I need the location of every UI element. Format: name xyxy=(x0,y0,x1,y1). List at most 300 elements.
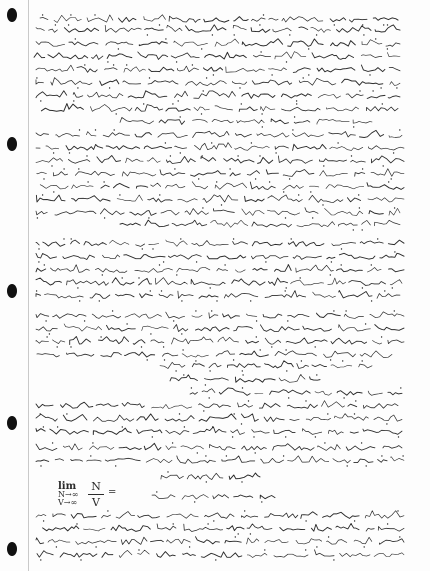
handwritten-word xyxy=(326,107,358,111)
handwritten-word xyxy=(283,185,304,189)
handwritten-word xyxy=(73,92,83,97)
diacritic-dot xyxy=(57,346,58,347)
diacritic-dot xyxy=(176,274,177,275)
diacritic-dot xyxy=(394,310,395,311)
diacritic-dot xyxy=(233,238,234,239)
handwritten-word xyxy=(215,106,233,110)
diacritic-dot xyxy=(49,333,50,334)
handwritten-word xyxy=(339,223,358,226)
handwritten-word xyxy=(227,526,244,531)
handwritten-word xyxy=(102,552,113,557)
handwritten-word xyxy=(378,460,388,463)
diacritic-dot xyxy=(202,207,203,208)
handwritten-word xyxy=(93,415,133,421)
handwritten-word xyxy=(269,18,278,20)
handwritten-word xyxy=(386,43,400,47)
diacritic-dot xyxy=(396,87,397,88)
diacritic-dot xyxy=(359,90,360,91)
diacritic-dot xyxy=(37,217,38,218)
diacritic-dot xyxy=(359,207,360,208)
diacritic-dot xyxy=(112,310,113,311)
diacritic-dot xyxy=(40,413,41,414)
diacritic-dot xyxy=(57,426,58,427)
handwritten-word xyxy=(151,540,164,541)
diacritic-dot xyxy=(234,413,235,414)
handwritten-word xyxy=(274,430,295,433)
diacritic-dot xyxy=(283,191,284,192)
handwritten-word xyxy=(259,403,280,408)
handwritten-word xyxy=(181,446,204,449)
diacritic-dot xyxy=(63,238,64,239)
handwritten-word xyxy=(137,430,162,434)
handwritten-word xyxy=(40,18,48,20)
handwritten-word xyxy=(119,550,132,557)
handwritten-word xyxy=(166,312,185,318)
handwritten-word xyxy=(267,210,299,215)
handwritten-word xyxy=(230,173,240,176)
handwritten-word xyxy=(261,107,275,111)
handwritten-word xyxy=(167,25,182,31)
handwritten-word xyxy=(209,363,221,368)
handwritten-word xyxy=(100,80,119,86)
handwritten-word xyxy=(84,242,106,246)
handwritten-word xyxy=(253,268,267,270)
handwritten-word xyxy=(36,460,49,462)
handwritten-word xyxy=(240,351,268,357)
diacritic-dot xyxy=(194,501,195,502)
diacritic-dot xyxy=(361,442,362,443)
diacritic-dot xyxy=(341,248,342,249)
handwritten-word xyxy=(50,265,89,273)
handwritten-word xyxy=(217,269,228,271)
diacritic-dot xyxy=(122,426,123,427)
handwritten-word xyxy=(247,553,267,557)
limit-subscript-top: N→∞ xyxy=(58,490,79,499)
handwritten-word xyxy=(265,540,288,543)
diacritic-dot xyxy=(342,360,343,361)
diacritic-dot xyxy=(150,333,151,334)
diacritic-dot xyxy=(211,310,212,311)
diacritic-dot xyxy=(181,333,182,334)
handwritten-word xyxy=(100,209,124,215)
diacritic-dot xyxy=(305,400,306,401)
diacritic-dot xyxy=(148,217,149,218)
diacritic-dot xyxy=(255,178,256,179)
handwritten-word xyxy=(238,403,253,407)
handwritten-word xyxy=(237,120,265,124)
diacritic-dot xyxy=(337,142,338,143)
diacritic-dot xyxy=(253,436,254,437)
handwritten-word xyxy=(299,27,308,30)
handwritten-word xyxy=(333,459,351,463)
handwritten-word xyxy=(53,314,86,318)
diacritic-dot xyxy=(205,455,206,456)
handwritten-word xyxy=(370,312,404,318)
diacritic-dot xyxy=(209,397,210,398)
diacritic-dot xyxy=(241,481,242,482)
handwritten-word xyxy=(375,220,400,226)
handwritten-word xyxy=(187,473,223,479)
handwritten-word xyxy=(213,209,234,213)
diacritic-dot xyxy=(174,168,175,169)
handwritten-word xyxy=(205,52,247,59)
fraction-denominator: V xyxy=(92,496,100,509)
handwritten-word xyxy=(149,244,159,245)
handwritten-word xyxy=(162,353,177,356)
handwritten-word xyxy=(231,430,245,435)
diacritic-dot xyxy=(300,277,301,278)
handwritten-word xyxy=(196,537,220,544)
diacritic-dot xyxy=(195,360,196,361)
diacritic-dot xyxy=(363,34,364,35)
handwritten-word xyxy=(366,528,374,531)
diacritic-dot xyxy=(152,248,153,249)
handwritten-word xyxy=(36,253,57,258)
handwritten-word xyxy=(110,240,129,245)
handwritten-word xyxy=(36,278,61,285)
handwritten-word xyxy=(183,553,196,555)
handwritten-word xyxy=(166,157,195,164)
handwritten-word xyxy=(77,67,97,73)
handwritten-word xyxy=(37,551,53,558)
diacritic-dot xyxy=(286,287,287,288)
handwritten-word xyxy=(328,278,346,285)
diacritic-dot xyxy=(165,38,166,39)
handwritten-word xyxy=(36,28,44,31)
handwritten-word xyxy=(222,456,255,462)
diacritic-dot xyxy=(195,310,196,311)
handwritten-word xyxy=(36,514,46,517)
handwritten-word xyxy=(119,17,136,22)
diacritic-dot xyxy=(383,165,384,166)
handwritten-word xyxy=(251,256,288,259)
handwritten-word xyxy=(380,253,404,258)
handwritten-word xyxy=(371,169,404,177)
handwritten-word xyxy=(93,428,131,434)
diacritic-dot xyxy=(259,155,260,156)
diacritic-dot xyxy=(251,142,252,143)
handwritten-word xyxy=(389,208,400,215)
handwritten-word xyxy=(310,377,320,380)
handwritten-word xyxy=(252,80,291,85)
handwritten-word xyxy=(229,473,260,479)
diacritic-dot xyxy=(66,413,67,414)
handwritten-word xyxy=(293,68,310,73)
handwritten-word xyxy=(265,513,298,518)
handwritten-word xyxy=(349,19,367,22)
handwritten-word xyxy=(226,67,265,73)
handwritten-word xyxy=(210,444,236,450)
handwritten-word xyxy=(313,292,336,297)
diacritic-dot xyxy=(377,238,378,239)
diacritic-dot xyxy=(238,533,239,534)
handwritten-word xyxy=(186,81,227,86)
handwritten-word xyxy=(48,53,88,59)
handwritten-word xyxy=(54,15,81,22)
handwritten-word xyxy=(258,157,273,163)
handwritten-word xyxy=(330,18,346,22)
handwritten-word xyxy=(174,41,208,46)
handwritten-word xyxy=(36,80,43,84)
handwritten-word xyxy=(327,540,347,545)
handwritten-word xyxy=(242,39,282,46)
diacritic-dot xyxy=(205,384,206,385)
handwritten-word xyxy=(339,291,372,298)
handwritten-word xyxy=(114,183,130,187)
handwritten-word xyxy=(257,133,289,137)
diacritic-dot xyxy=(256,336,257,337)
handwritten-word xyxy=(391,457,405,461)
handwritten-word xyxy=(332,243,356,246)
handwritten-word xyxy=(311,28,331,33)
diacritic-dot xyxy=(161,290,162,291)
handwritten-word xyxy=(102,255,119,259)
handwritten-word xyxy=(160,170,185,176)
diacritic-dot xyxy=(380,87,381,88)
handwritten-word xyxy=(233,25,246,29)
handwritten-word xyxy=(49,29,58,32)
handwritten-word xyxy=(36,65,74,71)
handwritten-word xyxy=(191,171,226,177)
diacritic-dot xyxy=(263,14,264,15)
handwritten-word xyxy=(288,39,323,47)
handwritten-word xyxy=(216,351,235,356)
handwritten-word xyxy=(190,392,197,394)
diacritic-dot xyxy=(353,229,354,230)
diacritic-dot xyxy=(212,426,213,427)
handwritten-word xyxy=(55,211,96,215)
handwritten-word xyxy=(373,341,382,345)
diacritic-dot xyxy=(94,14,95,15)
handwritten-word xyxy=(336,524,359,530)
handwritten-word xyxy=(166,240,188,246)
diacritic-dot xyxy=(207,523,208,524)
diacritic-dot xyxy=(99,300,100,301)
handwritten-word xyxy=(122,402,144,407)
handwritten-word xyxy=(121,537,147,544)
diacritic-dot xyxy=(42,194,43,195)
handwritten-word xyxy=(36,340,49,343)
diacritic-dot xyxy=(286,370,287,371)
diacritic-dot xyxy=(235,536,236,537)
handwritten-word xyxy=(337,269,363,272)
handwritten-word xyxy=(36,327,57,331)
diacritic-dot xyxy=(213,520,214,521)
handwritten-word xyxy=(36,268,46,272)
handwritten-word xyxy=(50,429,89,434)
diacritic-dot xyxy=(150,290,151,291)
handwritten-word xyxy=(199,295,218,298)
handwritten-word xyxy=(207,255,246,259)
diacritic-dot xyxy=(183,374,184,375)
diacritic-dot xyxy=(381,336,382,337)
handwritten-word xyxy=(219,388,250,396)
diacritic-dot xyxy=(241,423,242,424)
handwritten-word xyxy=(330,147,363,151)
handwritten-word xyxy=(296,265,334,272)
diacritic-dot xyxy=(68,24,69,25)
diacritic-dot xyxy=(261,113,262,114)
handwritten-word xyxy=(239,107,257,112)
diacritic-dot xyxy=(87,181,88,182)
handwritten-word xyxy=(185,209,208,215)
handwritten-word xyxy=(92,314,121,318)
limit-operator xyxy=(58,483,78,507)
diacritic-dot xyxy=(248,400,249,401)
diacritic-dot xyxy=(315,436,316,437)
handwritten-word xyxy=(327,257,335,258)
handwritten-word xyxy=(288,242,324,247)
handwritten-word xyxy=(165,416,194,422)
handwritten-word xyxy=(211,220,248,227)
handwritten-word xyxy=(301,512,317,519)
handwritten-word xyxy=(148,198,172,202)
handwritten-word xyxy=(363,404,398,409)
handwritten-word xyxy=(71,459,83,461)
handwritten-word xyxy=(135,268,173,272)
handwritten-word xyxy=(139,42,167,46)
diacritic-dot xyxy=(365,323,366,324)
diacritic-dot xyxy=(143,103,144,104)
diacritic-dot xyxy=(323,165,324,166)
handwritten-word xyxy=(36,158,63,163)
handwritten-word xyxy=(69,42,98,46)
diacritic-dot xyxy=(381,455,382,456)
handwritten-word xyxy=(247,538,259,544)
diacritic-dot xyxy=(184,426,185,427)
handwritten-word xyxy=(71,240,80,244)
diacritic-dot xyxy=(95,129,96,130)
diacritic-dot xyxy=(164,359,165,360)
handwritten-word xyxy=(36,42,65,47)
handwritten-word xyxy=(375,25,400,32)
handwritten-word xyxy=(354,459,373,463)
handwritten-word xyxy=(88,92,123,98)
diacritic-dot xyxy=(351,155,352,156)
diacritic-dot xyxy=(167,471,168,472)
handwritten-word xyxy=(361,55,382,58)
diacritic-dot xyxy=(80,559,81,560)
diacritic-dot xyxy=(179,413,180,414)
handwritten-word xyxy=(56,133,80,137)
handwritten-word xyxy=(167,514,198,518)
handwritten-word xyxy=(359,364,372,368)
diacritic-dot xyxy=(285,217,286,218)
handwritten-word xyxy=(215,39,239,46)
handwritten-word xyxy=(325,209,363,216)
diacritic-dot xyxy=(73,100,74,101)
handwritten-word xyxy=(178,291,193,298)
diacritic-dot xyxy=(107,510,108,511)
handwritten-word xyxy=(119,447,141,449)
diacritic-dot xyxy=(142,248,143,249)
handwritten-word xyxy=(247,524,272,530)
handwritten-word xyxy=(130,211,156,216)
handwritten-word xyxy=(136,186,147,188)
handwritten-word xyxy=(117,195,142,201)
handwritten-word xyxy=(61,402,93,408)
diacritic-dot xyxy=(206,77,207,78)
handwritten-word xyxy=(235,270,245,272)
handwritten-word xyxy=(297,222,335,227)
diacritic-dot xyxy=(386,423,387,424)
diacritic-dot xyxy=(392,287,393,288)
diacritic-dot xyxy=(102,274,103,275)
handwritten-word xyxy=(278,156,312,164)
handwritten-word xyxy=(102,515,111,518)
diacritic-dot xyxy=(287,320,288,321)
diacritic-dot xyxy=(70,14,71,15)
diacritic-dot xyxy=(203,410,204,411)
handwritten-word xyxy=(36,429,45,432)
handwritten-word xyxy=(67,280,109,286)
handwritten-word xyxy=(193,120,208,123)
handwritten-word xyxy=(389,135,402,137)
handwritten-word xyxy=(252,222,292,227)
handwritten-word xyxy=(63,255,95,259)
diacritic-dot xyxy=(382,103,383,104)
handwritten-word xyxy=(144,443,161,450)
handwritten-word xyxy=(390,280,402,285)
handwritten-word xyxy=(137,414,158,421)
handwritten-word xyxy=(374,415,402,421)
handwritten-word xyxy=(224,294,257,299)
handwritten-word xyxy=(373,18,398,21)
handwritten-word xyxy=(105,68,117,70)
diacritic-dot xyxy=(113,64,114,65)
diacritic-dot xyxy=(71,238,72,239)
handwritten-word xyxy=(362,220,371,225)
limit-subscript-bottom: V→∞ xyxy=(58,498,78,507)
handwritten-word xyxy=(275,146,288,149)
handwritten-word xyxy=(274,554,308,557)
handwritten-word xyxy=(36,91,67,98)
diacritic-dot xyxy=(46,336,47,337)
diacritic-dot xyxy=(366,465,367,466)
handwritten-word xyxy=(76,540,117,544)
handwritten-word xyxy=(182,354,208,357)
handwritten-word xyxy=(387,53,400,57)
diacritic-dot xyxy=(260,349,261,350)
handwritten-word xyxy=(288,314,309,317)
diacritic-dot xyxy=(115,465,116,466)
handwritten-word xyxy=(142,326,169,331)
diacritic-dot xyxy=(237,155,238,156)
handwritten-word xyxy=(169,16,200,22)
diacritic-dot xyxy=(56,546,57,547)
handwritten-word xyxy=(260,495,275,499)
handwritten-word xyxy=(209,313,218,318)
handwritten-word xyxy=(68,160,89,164)
handwritten-word xyxy=(388,392,402,395)
handwritten-word xyxy=(245,196,265,201)
handwritten-word xyxy=(55,459,63,461)
handwritten-word xyxy=(268,278,287,285)
diacritic-dot xyxy=(40,100,41,101)
handwritten-word xyxy=(349,281,386,286)
handwritten-word xyxy=(147,158,160,163)
diacritic-dot xyxy=(316,374,317,375)
diacritic-dot xyxy=(43,178,44,179)
handwritten-word xyxy=(265,361,294,368)
diacritic-dot xyxy=(354,520,355,521)
handwritten-word xyxy=(235,134,251,138)
diacritic-dot xyxy=(353,126,354,127)
handwritten-word xyxy=(275,265,292,272)
handwritten-word xyxy=(112,278,134,286)
handwritten-word xyxy=(299,78,336,85)
diacritic-dot xyxy=(70,346,71,347)
